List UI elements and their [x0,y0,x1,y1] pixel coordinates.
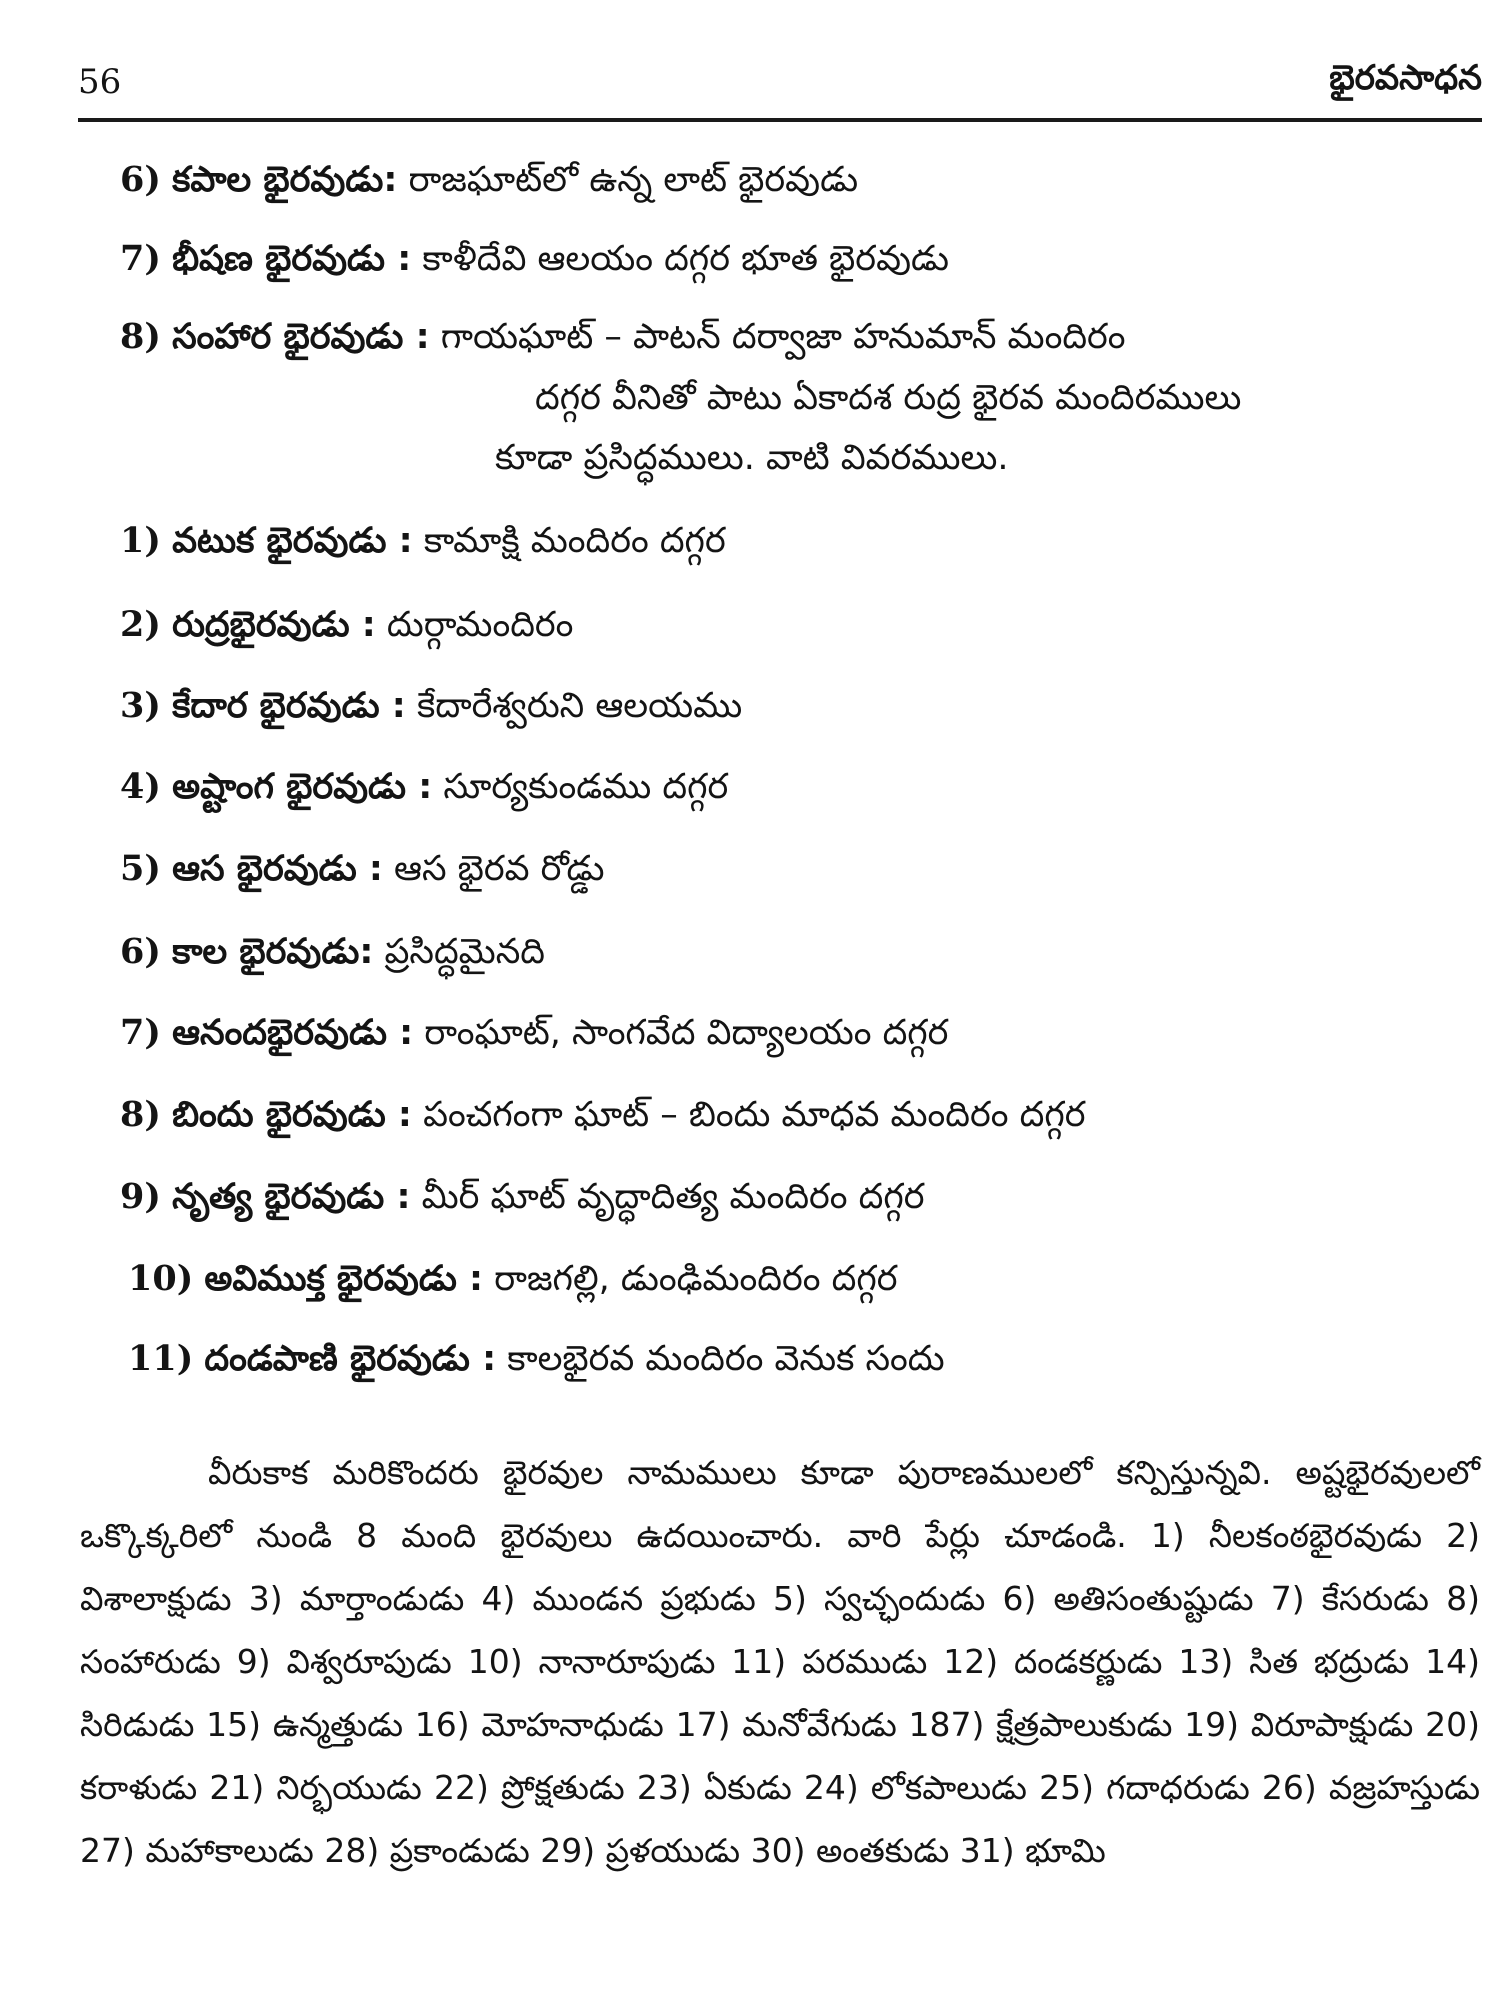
page-number: 56 [78,62,122,102]
list-item [120,1010,948,1056]
running-title: భైరవసాధన [1329,58,1482,98]
item-name: దండపాణి భైరవుడు : [204,1339,497,1379]
item-name: అవిముక్త భైరవుడు : [204,1259,484,1299]
list-item [120,157,858,203]
item-name: సంహార భైరవుడు : [172,317,430,357]
item-number: 6) [120,931,161,972]
item-place: సూర్యకుండము దగ్గర [443,767,729,807]
item-place: కాలభైరవ మందిరం వెనుక సందు [507,1339,945,1379]
item-number: 1) [120,520,161,561]
item-number: 9) [120,1176,161,1217]
item-place: మీర్ ఘాట్ వృద్ధాదిత్య మందిరం దగ్గర [421,1177,925,1217]
item-name: రుద్రభైరవుడు : [172,605,376,645]
item-place: కాళీదేవి ఆలయం దగ్గర భూత భైరవుడు [422,239,950,279]
item-place: దుర్గామందిరం [386,605,574,645]
item-number: 8) [120,1094,161,1135]
item-number: 7) [120,238,161,279]
list-item-continuation: దగ్గర వీనితో పాటు ఏకాదశ రుద్ర భైరవ మందిరములు [535,378,1242,418]
item-name: కేదార భైరవుడు : [172,686,406,726]
item-number: 11) [128,1338,194,1379]
list-item [120,314,1126,360]
item-place: రాంఘాట్, సాంగవేద విద్యాలయం దగ్గర [424,1013,949,1053]
item-name: నృత్య భైరవుడు : [172,1177,411,1217]
item-place: పంచగంగా ఘాట్ – బిందు మాధవ మందిరం దగ్గర [423,1095,1086,1135]
body-paragraph: వీరుకాక మరికొందరు భైరవుల నామములు కూడా పురాణములలో కన్పిస్తున్నవి. అష్టభైరవులలో ఒక్కొక్కరిలో నుండి 8 మంది భైరవులు ఉదయించారు. వారి పేర్లు చూడండి. 1) నీలకంఠభైరవుడు 2) విశాలాక్షుడు 3) మార్తాండుడు 4) ముండన ప్రభుడు 5) స్వచ్ఛందుడు 6) అతిసంతుష్టుడు 7) కేసరుడు 8) సంహారుడు 9) విశ్వరూపుడు 10) నానారూపుడు 11) పరముడు 12) దండకర్ణుడు 13) సిత భద్రుడు 14) సిరిడుడు 15) ఉన్మత్తుడు 16) మోహనాధుడు 17) మనోవేగుడు 187) క్షేత్రపాలుకుడు 19) విరూపాక్షుడు 20) కరాళుడు 21) నిర్భయుడు 22) ప్రోక్షతుడు 23) ఏకుడు 24) లోకపాలుడు 25) గదాధరుడు 26) వజ్రహస్తుడు 27) మహాకాలుడు 28) ప్రకాండుడు 29) ప్రళయుడు 30) అంతకుడు 31) భూమి [80,1453,1480,1870]
item-name: బిందు భైరవుడు : [172,1095,412,1135]
item-place: కామాక్షి మందిరం దగ్గర [423,521,726,561]
item-number: 10) [128,1258,194,1299]
list-item-continuation: కూడా ప్రసిద్ధములు. వాటి వివరములు. [495,438,1009,478]
item-name: ఆస భైరవుడు : [172,849,383,889]
list-item [120,683,742,729]
list-item [120,1174,925,1220]
item-name: అష్టాంగ భైరవుడు : [172,767,433,807]
list-item [120,764,728,810]
item-number: 4) [120,766,161,807]
list-item [120,929,545,975]
item-name: ఆనందభైరవుడు : [172,1013,414,1053]
list-item [128,1336,945,1382]
list-item [120,846,605,892]
item-place: కేదారేశ్వరుని ఆలయము [416,686,743,726]
list-item [120,518,726,564]
page-header [78,58,1482,122]
item-number: 7) [120,1012,161,1053]
item-name: వటుక భైరవుడు : [172,521,413,561]
item-name: కపాల భైరవుడు: [172,160,398,200]
list-item [120,1092,1086,1138]
item-place: ప్రసిద్ధమైనది [384,932,545,972]
item-number: 2) [120,604,161,645]
item-place: రాజగల్లి, డుంఢిమందిరం దగ్గర [494,1259,898,1299]
item-number: 8) [120,316,161,357]
list-item [128,1256,898,1302]
item-place: ఆస భైరవ రోడ్డు [394,849,605,889]
item-place: రాజఘాట్‌లో ఉన్న లాట్ భైరవుడు [408,160,859,200]
item-number: 6) [120,159,161,200]
list-item [120,602,573,648]
item-name: భీషణ భైరవుడు : [172,239,412,279]
item-place: గాయఘాట్ – పాటన్ దర్వాజా హనుమాన్ మందిరం [440,317,1126,357]
item-number: 5) [120,848,161,889]
item-number: 3) [120,685,161,726]
list-item [120,236,949,282]
item-name: కాల భైరవుడు: [172,932,374,972]
